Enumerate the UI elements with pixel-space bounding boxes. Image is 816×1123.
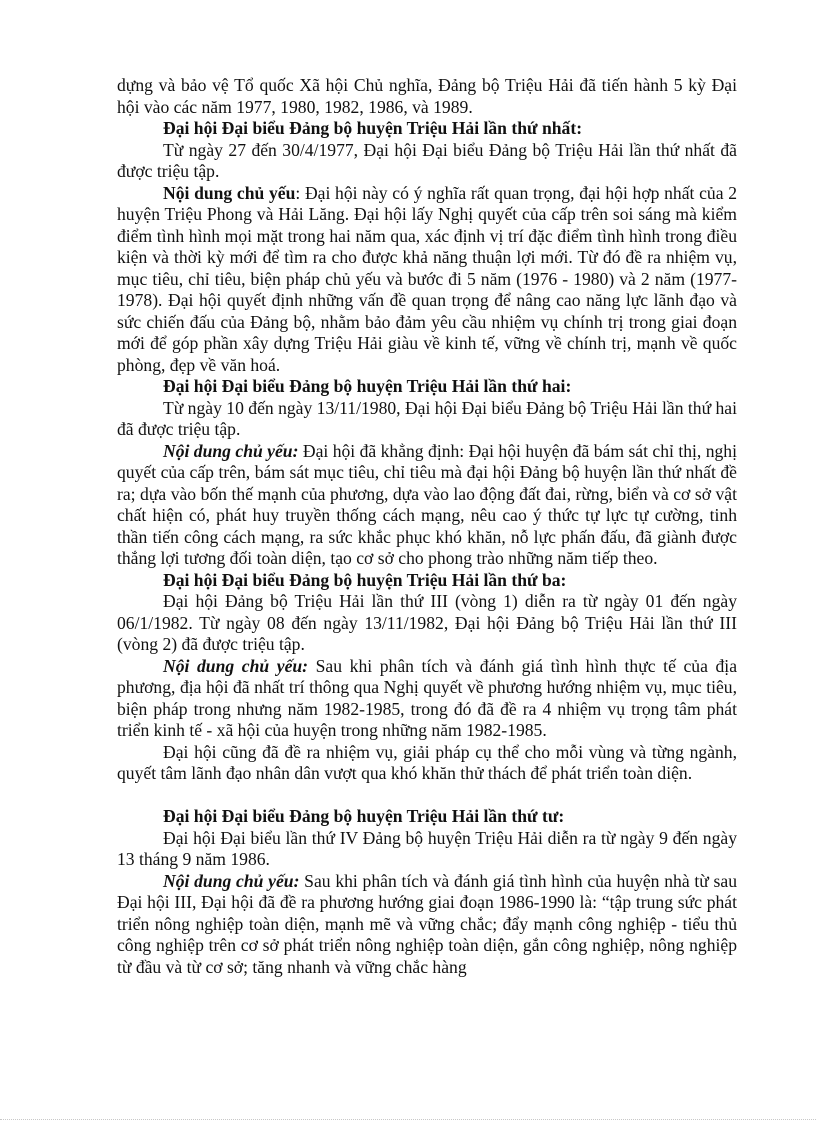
heading-congress-3: Đại hội Đại biểu Đảng bộ huyện Triệu Hải lần thứ ba: — [163, 569, 567, 590]
paragraph-congress-2-date: Từ ngày 10 đến ngày 13/11/1980, Đại hội Đại biểu Đảng bộ Triệu Hải lần thứ hai đã được triệu tập. — [117, 397, 738, 439]
paragraph-congress-3-date: Đại hội Đảng bộ Triệu Hải lần thứ III (vòng 1) diễn ra từ ngày 01 đến ngày 06/1/1982. Từ ngày 08 đến ngày 13/11/1982, Đại hội Đảng bộ Triệu Hải lần thứ III (vòng 2) đã được triệu tập. — [117, 591, 737, 654]
paragraph-congress-1-date: Từ ngày 27 đến 30/4/1977, Đại hội Đại biểu Đảng bộ Triệu Hải lần thứ nhất đã được triệu tập. — [117, 139, 737, 181]
paragraph-intro: dựng và bảo vệ Tổ quốc Xã hội Chủ nghĩa, Đảng bộ Triệu Hải đã tiến hành 5 kỳ Đại hội vào các năm 1977, 1980, 1982, 1986, và 1989. — [117, 75, 737, 117]
heading-congress-1: Đại hội Đại biểu Đảng bộ huyện Triệu Hải lần thứ nhất: — [163, 118, 583, 138]
content-lead-label: Nội dung chủ yếu: — [163, 655, 309, 676]
paragraph-congress-4-date: Đại hội Đại biểu lần thứ IV Đảng bộ huyện Triệu Hải diễn ra từ ngày 9 đến ngày 13 tháng 9 năm 1986. — [117, 827, 737, 869]
content-lead-label: Nội dung chủ yếu: — [163, 440, 299, 461]
content-text: Sau khi phân tích và đánh giá tình hình của huyện nhà từ sau Đại hội III, Đại hội đã đề ra phương hướng giai đoạn 1986-1990 là: “tập trung sức phát triển nông nghiệp toàn diện, mạnh mẽ và vững chắc; đẩy mạnh công nghiệp - tiểu thủ công nghiệp trên cơ sở phát triển nông nghiệp toàn diện, gắn công nghiệp, nông nghiệp từ đầu và từ cơ sở; tăng nhanh và vững chắc hàng — [117, 870, 737, 977]
heading-congress-4: Đại hội Đại biểu Đảng bộ huyện Triệu Hải lần thứ tư: — [163, 806, 565, 826]
blank-line — [117, 785, 737, 807]
content-text: : Đại hội này có ý nghĩa rất quan trọng, đại hội hợp nhất của 2 huyện Triệu Phong và Hải Lăng. Đại hội lấy Nghị quyết của cấp trên soi sáng mà kiểm điểm tình hình mọi mặt trong hai năm qua, xác định vị trí đặc điểm tình hình trong điều kiện và thời kỳ mới để tìm ra cho được khả năng thuận lợi mới. Từ đó đề ra nhiệm vụ, mục tiêu, chỉ tiêu, biện pháp chủ yếu và bước đi 5 năm (1976 - 1980) và 2 năm (1977-1978). Đại hội quyết định những vấn đề quan trọng để nâng cao năng lực lãnh đạo và sức chiến đấu của Đảng bộ, nhằm bảo đảm yêu cầu nhiệm vụ chính trị trong giai đoạn mới để góp phần xây dựng Triệu Hải giàu về kinh tế, vững về chính trị, mạnh về quốc phòng, đẹp về văn hoá. — [117, 182, 737, 375]
content-lead-label: Nội dung chủ yếu — [163, 182, 296, 203]
paragraph-congress-3-tasks: Đại hội cũng đã đề ra nhiệm vụ, giải pháp cụ thể cho mỗi vùng và từng ngành, quyết tâm lãnh đạo nhân dân vượt qua khó khăn thử thách để phát triển toàn diện. — [117, 741, 737, 783]
paragraph-congress-3-content — [117, 656, 737, 742]
heading-congress-2: Đại hội Đại biểu Đảng bộ huyện Triệu Hải lần thứ hai: — [163, 376, 572, 396]
paragraph-congress-4-content — [117, 871, 737, 979]
content-text: Sau khi phân tích và đánh giá tình hình thực tế của địa phương, địa hội đã nhất trí thông qua Nghị quyết về phương hướng nhiệm vụ, mục tiêu, biện pháp trong nhưng năm 1982-1985, trong đó đã đề ra 4 nhiệm vụ trọng tâm phát triển kinh tế - xã hội của huyện trong những năm 1982-1985. — [117, 655, 738, 740]
document-body — [117, 75, 737, 978]
content-lead-label: Nội dung chủ yếu: — [163, 870, 300, 891]
paragraph-congress-1-content — [117, 183, 737, 377]
page-bottom-divider — [0, 1119, 816, 1120]
paragraph-congress-2-content — [117, 441, 737, 570]
content-text: Đại hội đã khẳng định: Đại hội huyện đã bám sát chỉ thị, nghị quyết của cấp trên, bám sát mục tiêu, chỉ tiêu mà đại hội Đảng bộ huyện lần thứ nhất đề ra; dựa vào bốn thế mạnh của phương, dựa vào lao động đất đai, rừng, biển và cơ sở vật chất hiện có, phát huy truyền thống cách mạng, nêu cao ý thức tự lực tự cường, tinh thần tiến công cách mạng, ra sức khắc phục khó khăn, nỗ lực phấn đấu, đã giành được thắng lợi tương đối toàn diện, tạo cơ sở cho phong trào những năm tiếp theo. — [117, 440, 737, 568]
